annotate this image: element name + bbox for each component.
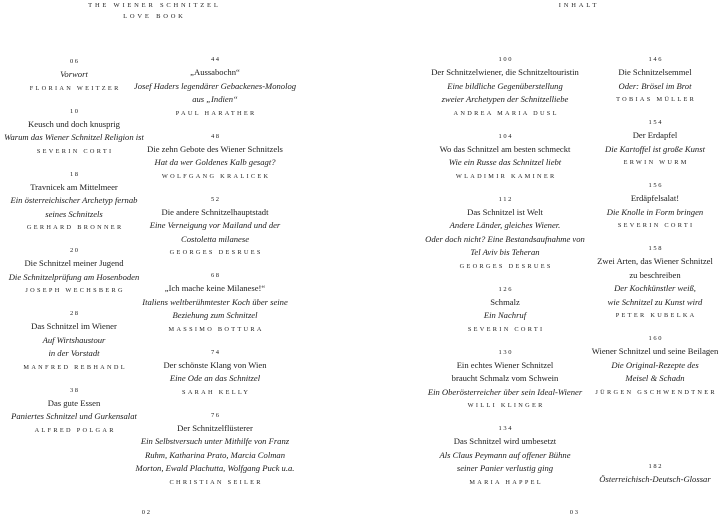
toc-entry-subtitle: Wie ein Russe das Schnitzel liebt xyxy=(448,157,562,167)
toc-entry-subtitle: Josef Haders legendärer Gebackenes-Monolog xyxy=(133,80,297,91)
toc-entry-subtitle: Ruhm, Katharina Prato, Marcia Colman xyxy=(144,449,286,460)
toc-page-number: 10 xyxy=(69,107,80,115)
toc-entry-title: zu beschreiben xyxy=(629,269,681,280)
toc-entry xyxy=(130,410,300,490)
toc-page-number: 154 xyxy=(648,119,664,126)
toc-entry xyxy=(590,54,720,107)
toc-column-4 xyxy=(590,54,720,497)
toc-entry-subtitle: aus „Indien“ xyxy=(192,94,238,104)
toc-entry-author: GERHARD BRONNER xyxy=(26,224,124,231)
book-title-line: LOVE BOOK xyxy=(123,13,186,20)
toc-page-number: 104 xyxy=(498,132,514,140)
toc-entry xyxy=(130,131,300,184)
toc-page-number: 38 xyxy=(69,386,80,394)
toc-page-number: 126 xyxy=(498,285,514,293)
toc-page-number: 112 xyxy=(498,195,513,203)
toc-entry-author: WLADIMIR KAMINER xyxy=(455,172,557,180)
toc-page-number: 44 xyxy=(210,56,221,63)
toc-entry-title: Wiener Schnitzel und seine Beilagen xyxy=(591,346,719,356)
toc-entry-author: FLORIAN WEITZER xyxy=(29,84,121,92)
toc-page-number: 18 xyxy=(69,170,80,178)
book-title-line: THE WIENER SCHNITZEL xyxy=(88,2,221,9)
toc-entry-title: Das gute Essen xyxy=(47,397,101,408)
toc-page-number: 06 xyxy=(69,58,80,65)
toc-entry xyxy=(0,245,148,298)
toc-entry-title: Ein echtes Wiener Schnitzel xyxy=(456,359,554,370)
toc-entry-subtitle: Beziehung zum Schnitzel xyxy=(172,310,258,320)
toc-entry xyxy=(0,385,148,438)
toc-entry-subtitle: Paniertes Schnitzel und Gurkensalat xyxy=(11,411,137,421)
toc-entry-title: Wo das Schnitzel am besten schmeckt xyxy=(439,143,571,154)
toc-entry-author: ANDREA MARIA DUSL xyxy=(453,109,559,117)
toc-entry-author: SARAH KELLY xyxy=(182,388,251,396)
toc-entry-title: Der Erdapfel xyxy=(632,130,678,140)
toc-entry-title: Die zehn Gebote des Wiener Schnitzels xyxy=(147,143,283,154)
toc-entry-title: „Aussabochn“ xyxy=(190,67,240,77)
toc-entry-subtitle: Andere Länder, gleiches Wiener. xyxy=(449,220,561,230)
toc-entry xyxy=(590,243,720,323)
toc-entry-author: PETER KUBELKA xyxy=(615,312,697,319)
toc-entry-subtitle: Der Kochkünstler weiß, xyxy=(614,283,696,293)
toc-column-1 xyxy=(0,56,148,448)
toc-entry-subtitle: Die Schnitzelprüfung am Hosenboden xyxy=(8,271,140,282)
toc-entry-subtitle: Die Knolle in Form bringen xyxy=(606,206,704,217)
toc-entry-subtitle: Oder: Brösel im Brot xyxy=(618,80,692,91)
toc-entry-subtitle: Vorwort xyxy=(60,69,88,79)
toc-entry-subtitle: Hat da wer Goldenes Kalb gesagt? xyxy=(154,157,276,167)
toc-entry-subtitle: Ein österreichischer Archetyp fernab xyxy=(10,195,138,205)
toc-entry-title: Das Schnitzel ist Welt xyxy=(467,206,543,217)
toc-entry-title: Der schönste Klang von Wien xyxy=(163,359,267,370)
toc-entry-title: Das Schnitzel im Wiener xyxy=(31,321,117,331)
toc-entry-author: WILLI KLINGER xyxy=(467,402,545,409)
toc-entry xyxy=(420,194,590,274)
toc-entry-title: Das Schnitzel wird umbesetzt xyxy=(453,436,557,446)
toc-entry xyxy=(420,131,590,184)
toc-entry xyxy=(0,56,148,95)
toc-entry-author: MASSIMO BOTTURA xyxy=(168,325,264,333)
toc-entry-title: Keusch und doch knusprig xyxy=(28,118,120,129)
toc-entry-subtitle: Meisel & Schadn xyxy=(625,373,685,383)
toc-entry-title: Der Schnitzelwiener, die Schnitzeltouristin xyxy=(431,67,579,77)
toc-column-2 xyxy=(130,54,300,500)
toc-entry-subtitle: Die Original-Rezepte des xyxy=(611,359,699,370)
toc-entry xyxy=(420,423,590,489)
toc-entry-subtitle: Ein Oberösterreicher über sein Ideal-Wiener xyxy=(427,386,583,397)
toc-page-number: 52 xyxy=(210,195,221,203)
toc-entry xyxy=(0,169,148,235)
toc-entry-subtitle: Die Kartoffel ist große Kunst xyxy=(605,143,705,154)
toc-entry-author: TOBIAS MÜLLER xyxy=(616,96,697,103)
toc-entry-subtitle: Auf Wirtshaustour xyxy=(42,334,106,345)
toc-entry-subtitle: Eine Verneigung vor Mailand und der xyxy=(149,220,281,230)
toc-entry xyxy=(590,333,720,399)
toc-entry-author: PAUL HARATHER xyxy=(175,109,257,117)
toc-entry xyxy=(590,180,720,233)
toc-entry xyxy=(130,194,300,260)
toc-page-number: 76 xyxy=(210,411,221,419)
toc-entry-author: WOLFGANG KRALICEK xyxy=(161,172,271,180)
toc-page-number: 146 xyxy=(648,56,664,63)
toc-entry xyxy=(130,54,300,120)
page-number-left: 02 xyxy=(141,509,152,516)
toc-entry-subtitle: seines Schnitzels xyxy=(45,208,103,219)
toc-entry-author: SEVERIN CORTI xyxy=(36,147,114,155)
toc-entry-subtitle: Ein Nachruf xyxy=(483,310,527,320)
toc-entry-subtitle: Ein Selbstversuch unter Mithilfe von Franz xyxy=(140,436,290,446)
toc-page-number: 134 xyxy=(498,425,514,432)
toc-entry-author: SEVERIN CORTI xyxy=(617,222,695,229)
toc-entry xyxy=(0,308,148,374)
toc-page-number: 130 xyxy=(498,348,514,356)
toc-entry-author: ERWIN WURM xyxy=(623,159,689,166)
toc-entry xyxy=(420,347,590,413)
toc-entry-title: Der Schnitzelflüsterer xyxy=(177,422,253,433)
toc-entry-subtitle: Eine bildliche Gegenüberstellung xyxy=(447,80,563,91)
toc-entry-title: Die Schnitzelsemmel xyxy=(618,67,692,77)
section-title: INHALT xyxy=(558,2,600,9)
toc-page-number: 20 xyxy=(69,247,80,254)
toc-entry-subtitle: Costoletta milanese xyxy=(180,233,250,244)
toc-page-number: 158 xyxy=(648,245,664,252)
toc-entry xyxy=(130,347,300,400)
toc-entry xyxy=(590,461,720,487)
toc-entry-author: JOSEPH WECHSBERG xyxy=(25,287,125,294)
toc-entry-subtitle: Oder doch nicht? Eine Bestandsaufnahme von xyxy=(425,233,585,244)
toc-entry-author: GEORGES DESRUES xyxy=(169,249,263,256)
toc-entry-author: MARIA HAPPEL xyxy=(469,478,543,486)
toc-entry-title: braucht Schmalz vom Schwein xyxy=(451,373,559,383)
page-number-right: 03 xyxy=(569,509,580,516)
toc-entry-subtitle: Eine Ode an das Schnitzel xyxy=(169,373,261,383)
toc-entry xyxy=(420,284,590,337)
toc-entry-subtitle: Tel Aviv bis Teheran xyxy=(470,247,540,257)
toc-entry-author: ALFRED POLGAR xyxy=(34,426,116,434)
toc-entry-title: „Ich mache keine Milanese!“ xyxy=(164,283,266,293)
toc-entry-title: Schmalz xyxy=(490,296,520,307)
toc-entry-title: Travnicek am Mittelmeer xyxy=(30,181,118,192)
toc-entry-author: JÜRGEN GSCHWENDTNER xyxy=(595,388,717,396)
toc-page-number: 74 xyxy=(210,348,221,356)
toc-page-number: 28 xyxy=(69,310,80,317)
toc-entry-subtitle: in der Vorstadt xyxy=(48,348,100,358)
running-head-book-title xyxy=(83,0,223,22)
toc-entry xyxy=(420,54,590,120)
toc-entry xyxy=(590,117,720,170)
toc-page-number: 100 xyxy=(498,56,514,63)
toc-entry-subtitle: Österreichisch-Deutsch-Glossar xyxy=(599,474,711,484)
toc-page-number: 160 xyxy=(648,335,664,342)
toc-entry-subtitle: seiner Panier verlustig ging xyxy=(456,463,554,473)
toc-entry xyxy=(0,106,148,159)
toc-page-number: 156 xyxy=(648,182,664,189)
toc-entry-title: Erdäpfelsalat! xyxy=(630,193,680,203)
toc-entry-subtitle: zweier Archetypen der Schnitzelliebe xyxy=(441,94,569,104)
toc-entry-title: Die Schnitzel meiner Jugend xyxy=(24,258,124,268)
toc-entry-subtitle: Italiens weltberühmtester Koch über seine xyxy=(142,296,288,307)
toc-entry-subtitle: Als Claus Peymann auf offener Bühne xyxy=(439,449,571,460)
toc-entry-subtitle: Warum das Wiener Schnitzel Religion ist xyxy=(4,132,144,142)
toc-column-3 xyxy=(420,54,590,500)
toc-page-number: 48 xyxy=(210,132,221,140)
toc-entry-author: CHRISTIAN SEILER xyxy=(169,478,263,486)
toc-page-number: 68 xyxy=(210,272,221,279)
toc-entry-author: MANFRED REBHANDL xyxy=(23,363,127,371)
toc-entry-author: SEVERIN CORTI xyxy=(467,325,545,333)
toc-entry-title: Zwei Arten, das Wiener Schnitzel xyxy=(597,256,713,266)
toc-entry-author: GEORGES DESRUES xyxy=(459,262,553,270)
toc-entry xyxy=(130,270,300,336)
toc-entry-title: Die andere Schnitzelhauptstadt xyxy=(161,206,269,217)
toc-entry-subtitle: wie Schnitzel zu Kunst wird xyxy=(607,296,703,307)
toc-page-number: 182 xyxy=(648,463,664,470)
toc-entry-subtitle: Morton, Ewald Plachutta, Wolfgang Puck u.a. xyxy=(135,463,295,473)
